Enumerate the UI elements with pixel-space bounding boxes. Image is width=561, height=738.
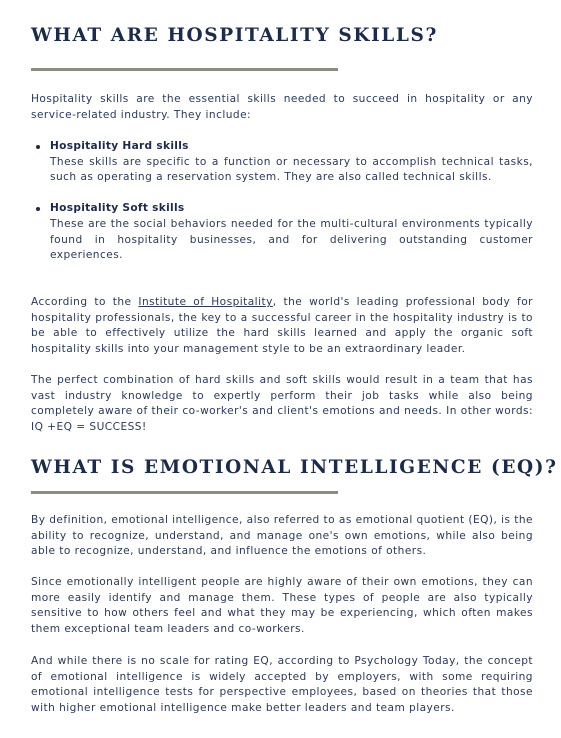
section-heading-hospitality-skills: WHAT ARE HOSPITALITY SKILLS? [31, 25, 438, 46]
bullet-body: These are the social behaviors needed for the multi-cultural environments typically found in hospitality businesses, and for delivering outstanding customer experiences. [50, 217, 533, 262]
bullet-icon [36, 207, 40, 211]
bullet-title: Hospitality Soft skills [50, 202, 185, 215]
psychology-today-paragraph: And while there is no scale for rating EQ, according to Psychology Today, the concept of emotional intelligence is widely accepted by employers, with some requiring emotional intelligence tests for perspective employees, based on theories that those with higher emotional intelligence make better leaders and team players. [31, 655, 533, 715]
paragraph-text: , the world's leading professional body for hospitality professionals, the key to a successful career in the hospitality industry is to be able to effectively utilize the hard skills learned and apply the organic soft hospitality skills into your management style to be an extraordinary leader. [31, 296, 533, 356]
bullet-body: These skills are specific to a function or necessary to accomplish technical tasks, such as operating a reservation system. They are also called technical skills. [50, 155, 533, 184]
combination-paragraph: The perfect combination of hard skills and soft skills would result in a team that has vast industry knowledge to expertly perform their job tasks while also being completely aware of their co-worker's and client's emotions and needs. In other words: IQ +EQ = SUCCESS! [31, 374, 533, 434]
heading-divider [31, 68, 338, 71]
paragraph-text: According to the [31, 296, 139, 308]
section-heading-emotional-intelligence: WHAT IS EMOTIONAL INTELLIGENCE (EQ)? [31, 457, 558, 478]
definition-paragraph: By definition, emotional intelligence, also referred to as emotional quotient (EQ), is the ability to recognize, understand, and manage one's own emotions, while also being able to recognize, understand, and influence the emotions of others. [31, 514, 534, 558]
list-item-soft-skills [31, 201, 533, 264]
emotional-awareness-paragraph: Since emotionally intelligent people are highly aware of their own emotions, they can more easily identify and manage them. These types of people are also typically sensitive to how others feel and what they may be experiencing, which often makes them exceptional team leaders and co-workers. [31, 576, 533, 636]
institute-paragraph [31, 295, 533, 358]
bullet-icon [36, 145, 40, 149]
institute-of-hospitality-link[interactable]: Institute of Hospitality [138, 296, 273, 308]
heading-divider [31, 491, 338, 494]
intro-paragraph: Hospitality skills are the essential skills needed to succeed in hospitality or any service-related industry. They include: [31, 93, 533, 121]
bullet-title: Hospitality Hard skills [50, 140, 189, 152]
skills-list [31, 139, 533, 264]
list-item-hard-skills [31, 139, 533, 186]
